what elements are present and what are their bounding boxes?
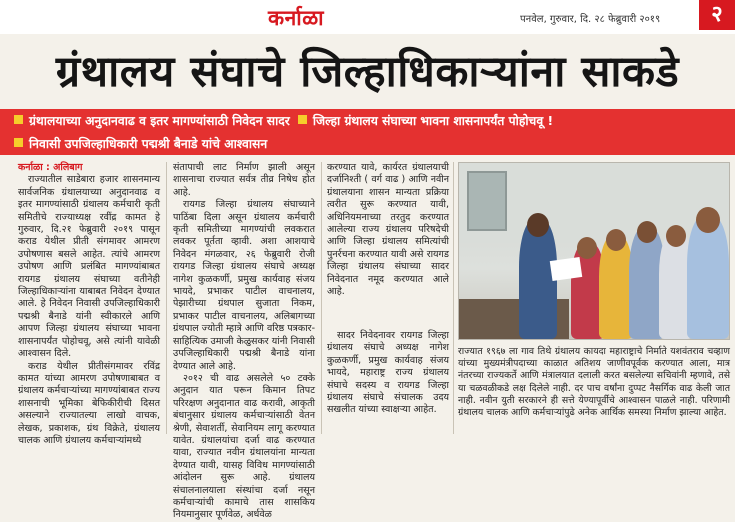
newspaper-logo: कर्नाळा — [268, 5, 325, 30]
article-column-1 — [18, 162, 160, 446]
article-paragraph: करण्यात यावे, कार्यरत ग्रंथालयाची दर्जानिश्ती ( वर्ग वाढ ) आणि नवीन ग्रंथालयाना शासन मान्यता प्रक्रिया त्वरीत सुरू करण्यात यावी, अधिनियमनाच्या तरतुद करण्यात आलेल्या राज्य ग्रंथालय परिषदेची आणि जिल्हा ग्रंथालय समित्यांची पुनर्रचना करण्यात यावी असे रायगड जिल्हा ग्रंथालय संघाच्या सादर निवेदनात नमूद करण्यात आले आहे. — [327, 162, 449, 298]
article-column-3 — [327, 162, 449, 322]
article-paragraph: २०१२ ची वाढ असलेले ५० टक्के अनुदान यात परून किमान तिपट परिरक्षण अनुदानात वाढ करावी, आकृती बंधानुसार ग्रंथालय कर्मचाऱ्यांसाठी वेतन श्रेणी, सेवाशर्ती, सेवानियम लागू करण्यात यावेत. ग्रंथालयांचा दर्जा वाढ करण्यात यावा, राज्यात नवीन ग्रंथालयांना मान्यता देण्यात यावी, यासह विविध मागण्यांसाठी आंदोलन सुरू आहे. ग्रंथालय संचालनालयाला संस्थांचा दर्जा नसून कर्मचाऱ्यांची कामाचे तास शासकिय नियमानुसार पूर्णवेळ, अर्धवेळ — [173, 372, 315, 521]
highlight-2: जिल्हा ग्रंथालय संघाच्या भावना शासनापर्यंत पोहोचवू ! — [312, 114, 554, 128]
highlight-band-1 — [0, 109, 735, 133]
highlight-band-2 — [0, 133, 735, 155]
bullet-square-icon — [298, 115, 307, 124]
person — [687, 215, 729, 339]
column-divider — [453, 162, 454, 434]
highlight-3: निवासी उपजिल्हाधिकारी पद्मश्री बैनाडे यांचे आश्वासन — [29, 137, 268, 151]
photo-caption: राज्यात १९६७ ला गाव तिथे ग्रंथालय कायदा महाराष्ट्राचे निर्माते यशवंतराव चव्हाण यांच्या मुख्यमंत्रीपदाच्या काळात अतिशय जाणीवपूर्वक करण्यात आला, मात्र नंतरच्या राज्यकर्ते आणि मंत्रालयात दलाली करत बसलेल्या सचिवांनी म्हणावे, तसे या चळवळीकडे लक्ष दिलेले नाही. दर पाच वर्षांना दुप्पट नैसर्गिक वाढ केली जात नाही. नवीन युती सरकारने ही सत्ते येण्यापूर्वीचे आश्वासन पाळले नाही. परिणामी ग्रंथालय चालक आणि कर्मचाऱ्यांपुढे अनेक आर्थिक समस्या निर्माण झाल्या आहेत. — [458, 346, 730, 419]
article-dateline: कर्नाळा : अलिबाग — [18, 162, 83, 173]
article-paragraph: कराड येथील प्रीतीसंगमावर रविंद्र कामत यांच्या आमरण उपोषणाबाबत व ग्रंथालय कर्मचाऱ्यांच्या मागण्यांबाबत राज्य शासनाची भूमिका बेफिकीरीची दिसत असल्याने राज्यातल्या लाखो वाचक, लेखक, प्रकाशक, ग्रंथ विक्रेते, ग्रंथालय चालक आणि ग्रंथालय कर्मचाऱ्यांमध्ये — [18, 360, 160, 446]
article-column-2 — [173, 162, 315, 521]
article-column-4 — [327, 330, 449, 435]
masthead — [0, 0, 735, 34]
article-paragraph: राज्यातील साडेबारा हजार शासनमान्य सार्वजनिक ग्रंथालयाच्या अनुदानवाढ व इतर मागण्यांसाठी ग्रंथालय कर्मचारी कृती समितीचे राज्याध्यक्ष रवींद्र कामत हे गुरुवार, दि.२१ फेब्रुवारी २०१९ पासून कराड येथील प्रीती संगमावर आमरण उपोषणास बसले आहेत. त्यांचे आमरण उपोषण आणि प्रलंबित मागण्यांबाबत रायगड ग्रंथालय संघाच्या वतीनेही जिल्हाधिकाऱ्यांना याबाबत निवेदन देण्यात आले. हे निवेदन निवासी उपजिल्हाधिकारी पद्मश्री बैनाडे यांनी स्वीकारले आणि आपण जिल्हा ग्रंथालय संघाच्या भावना शासनापर्यंत पोहोचवू, असे त्यांनी यावेळी आश्वासन दिले. — [18, 174, 160, 360]
issue-dateline: पनवेल, गुरुवार, दि. २८ फेब्रुवारी २०१९ — [520, 14, 661, 25]
page-number: २ — [699, 0, 735, 30]
column-divider — [321, 162, 322, 434]
article-paragraph: संतापाची लाट निर्माण झाली असून शासनाचा राज्यात सर्वत्र तीव्र निषेध होत आहे. — [173, 162, 315, 198]
bullet-square-icon — [14, 138, 23, 147]
bullet-square-icon — [14, 115, 23, 124]
news-photo — [458, 162, 730, 340]
article-paragraph: रायगड जिल्हा ग्रंथालय संघाच्याने पाठिंबा दिला असून ग्रंथालय कर्मचारी कृती समितीच्या मागण्यांची लवकरात लवकर पूर्तता व्हावी. अशा आशयाचे निवेदन मंगळवार, २६ फेब्रुवारी रोजी रायगड जिल्हा ग्रंथालय संघाचे अध्यक्ष नागेश कुळकर्णी, प्रमुख कार्यवाह संजय भायदे, प्रभाकर पाटील वाचनालय, पेझारीच्या ग्रंथपाल सुजाता निकम, प्रभाकर पाटील वाचनालय, अलिबागच्या ग्रंथपाल ज्योती म्हात्रे आणि वरिष्ठ पत्रकार-साहित्यिक उमाजी केळुसकर यांनी निवासी उपजिल्हाधिकारी पद्मश्री बैनाडे यांना देण्यात आले आहे. — [173, 199, 315, 372]
memorandum-paper — [550, 257, 582, 281]
column-divider — [166, 162, 167, 434]
article-paragraph: सादर निवेदनावर रायगड जिल्हा ग्रंथालय संघाचे अध्यक्ष नागेश कुळकर्णी, प्रमुख कार्यवाह संजय भायदे, महाराष्ट्र राज्य ग्रंथालय संघाचे सदस्य व रायगड जिल्हा ग्रंथालय संघाचे संचालक उदय सखलीत यांच्या स्वाक्षऱ्या आहेत. — [327, 330, 449, 416]
highlight-1: ग्रंथालयाच्या अनुदानवाढ व इतर मागण्यांसाठी निवेदन सादर — [29, 114, 290, 128]
headline: ग्रंथालय संघाचे जिल्हाधिकाऱ्यांना साकडे — [55, 47, 680, 97]
